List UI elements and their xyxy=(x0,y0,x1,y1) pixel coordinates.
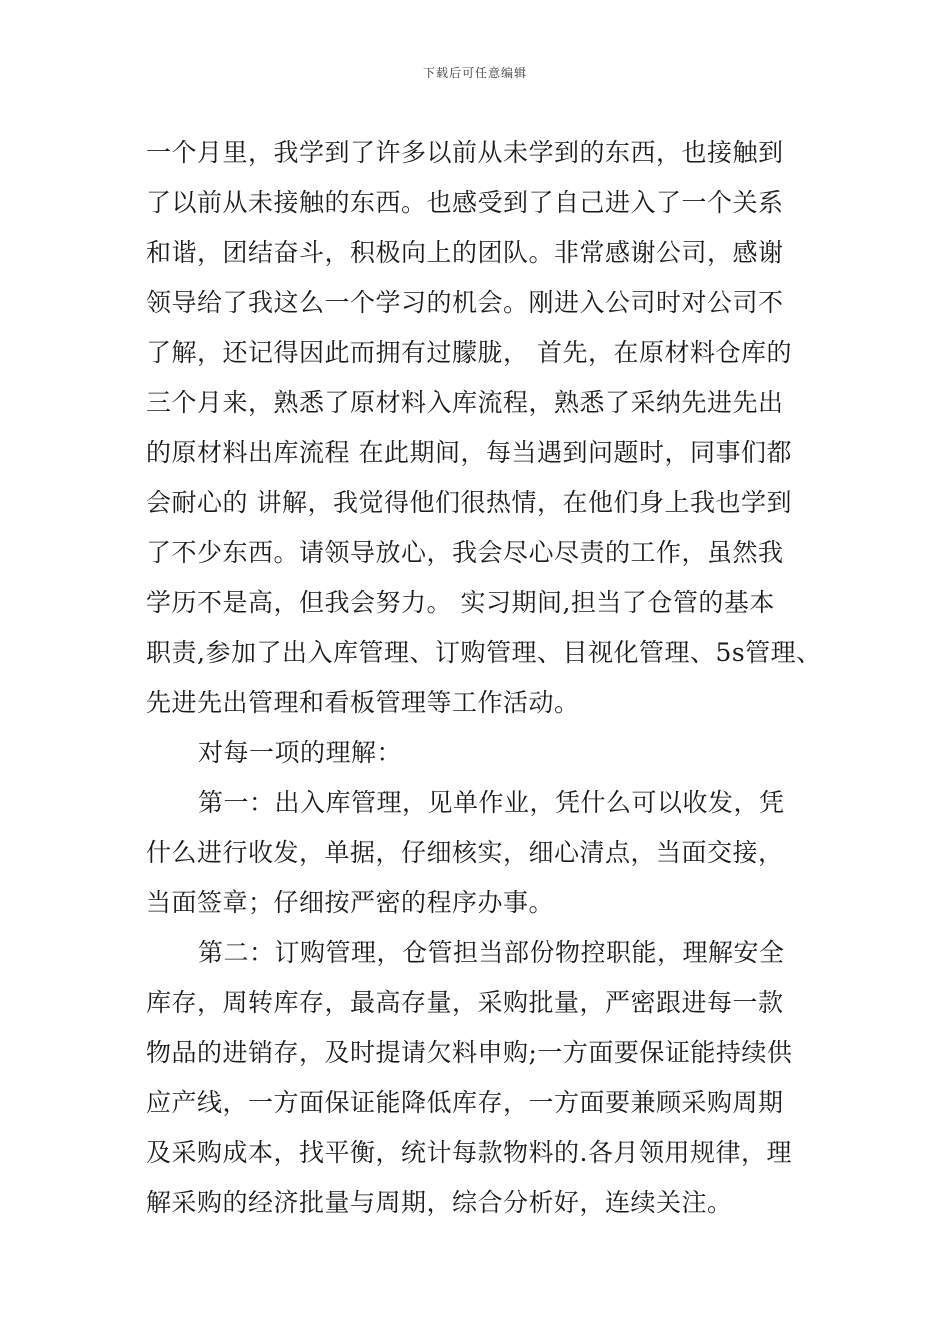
text-line: 物品的进销存，及时提请欠料申购;一方面要保证能持续供 xyxy=(146,1038,793,1067)
text-line: 应产线，一方面保证能降低库存，一方面要兼顾采购周期 xyxy=(146,1088,784,1117)
text-line: 一个月里，我学到了许多以前从未学到的东西，也接触到 xyxy=(146,138,784,167)
text-line: 会耐心的 讲解，我觉得他们很热情，在他们身上我也学到 xyxy=(146,488,792,517)
text-line: 领导给了我这么一个学习的机会。刚进入公司时对公司不 xyxy=(146,288,784,317)
text-line: 了解，还记得因此而拥有过朦胧， 首先，在原材料仓库的 xyxy=(146,338,792,367)
text-line: 的原材料出库流程 在此期间，每当遇到问题时，同事们都 xyxy=(146,438,792,467)
text-line: 当面签章；仔细按严密的程序办事。 xyxy=(146,888,555,917)
text-line: 先进先出管理和看板管理等工作活动。 xyxy=(146,688,580,717)
text-line: 和谐，团结奋斗，积极向上的团队。非常感谢公司，感谢 xyxy=(146,238,784,267)
text-line: 第一：出入库管理，见单作业，凭什么可以收发，凭 xyxy=(198,788,785,817)
text-line: 职责,参加了出入库管理、订购管理、目视化管理、5s管理、 xyxy=(146,638,822,667)
text-line: 了以前从未接触的东西。也感受到了自己进入了一个关系 xyxy=(146,188,784,217)
page-header: 下载后可任意编辑 xyxy=(422,66,527,80)
document-body xyxy=(146,128,836,1228)
text-line: 学历不是高，但我会努力。 实习期间,担当了仓管的基本 xyxy=(146,588,775,617)
text-line: 解采购的经济批量与周期，综合分析好，连续关注。 xyxy=(146,1188,733,1217)
text-line: 三个月来，熟悉了原材料入库流程，熟悉了采纳先进先出 xyxy=(146,388,784,417)
text-line: 及采购成本，找平衡，统计每款物料的.各月领用规律，理 xyxy=(146,1138,792,1167)
text-line: 什么进行收发，单据，仔细核实，细心清点，当面交接， xyxy=(146,838,784,867)
text-line: 库存，周转库存，最高存量，采购批量，严密跟进每一款 xyxy=(146,988,784,1017)
section-heading: 对每一项的理解： xyxy=(198,738,403,767)
text-line: 第二：订购管理，仓管担当部份物控职能，理解安全 xyxy=(198,938,785,967)
text-line: 了不少东西。请领导放心，我会尽心尽责的工作，虽然我 xyxy=(146,538,784,567)
